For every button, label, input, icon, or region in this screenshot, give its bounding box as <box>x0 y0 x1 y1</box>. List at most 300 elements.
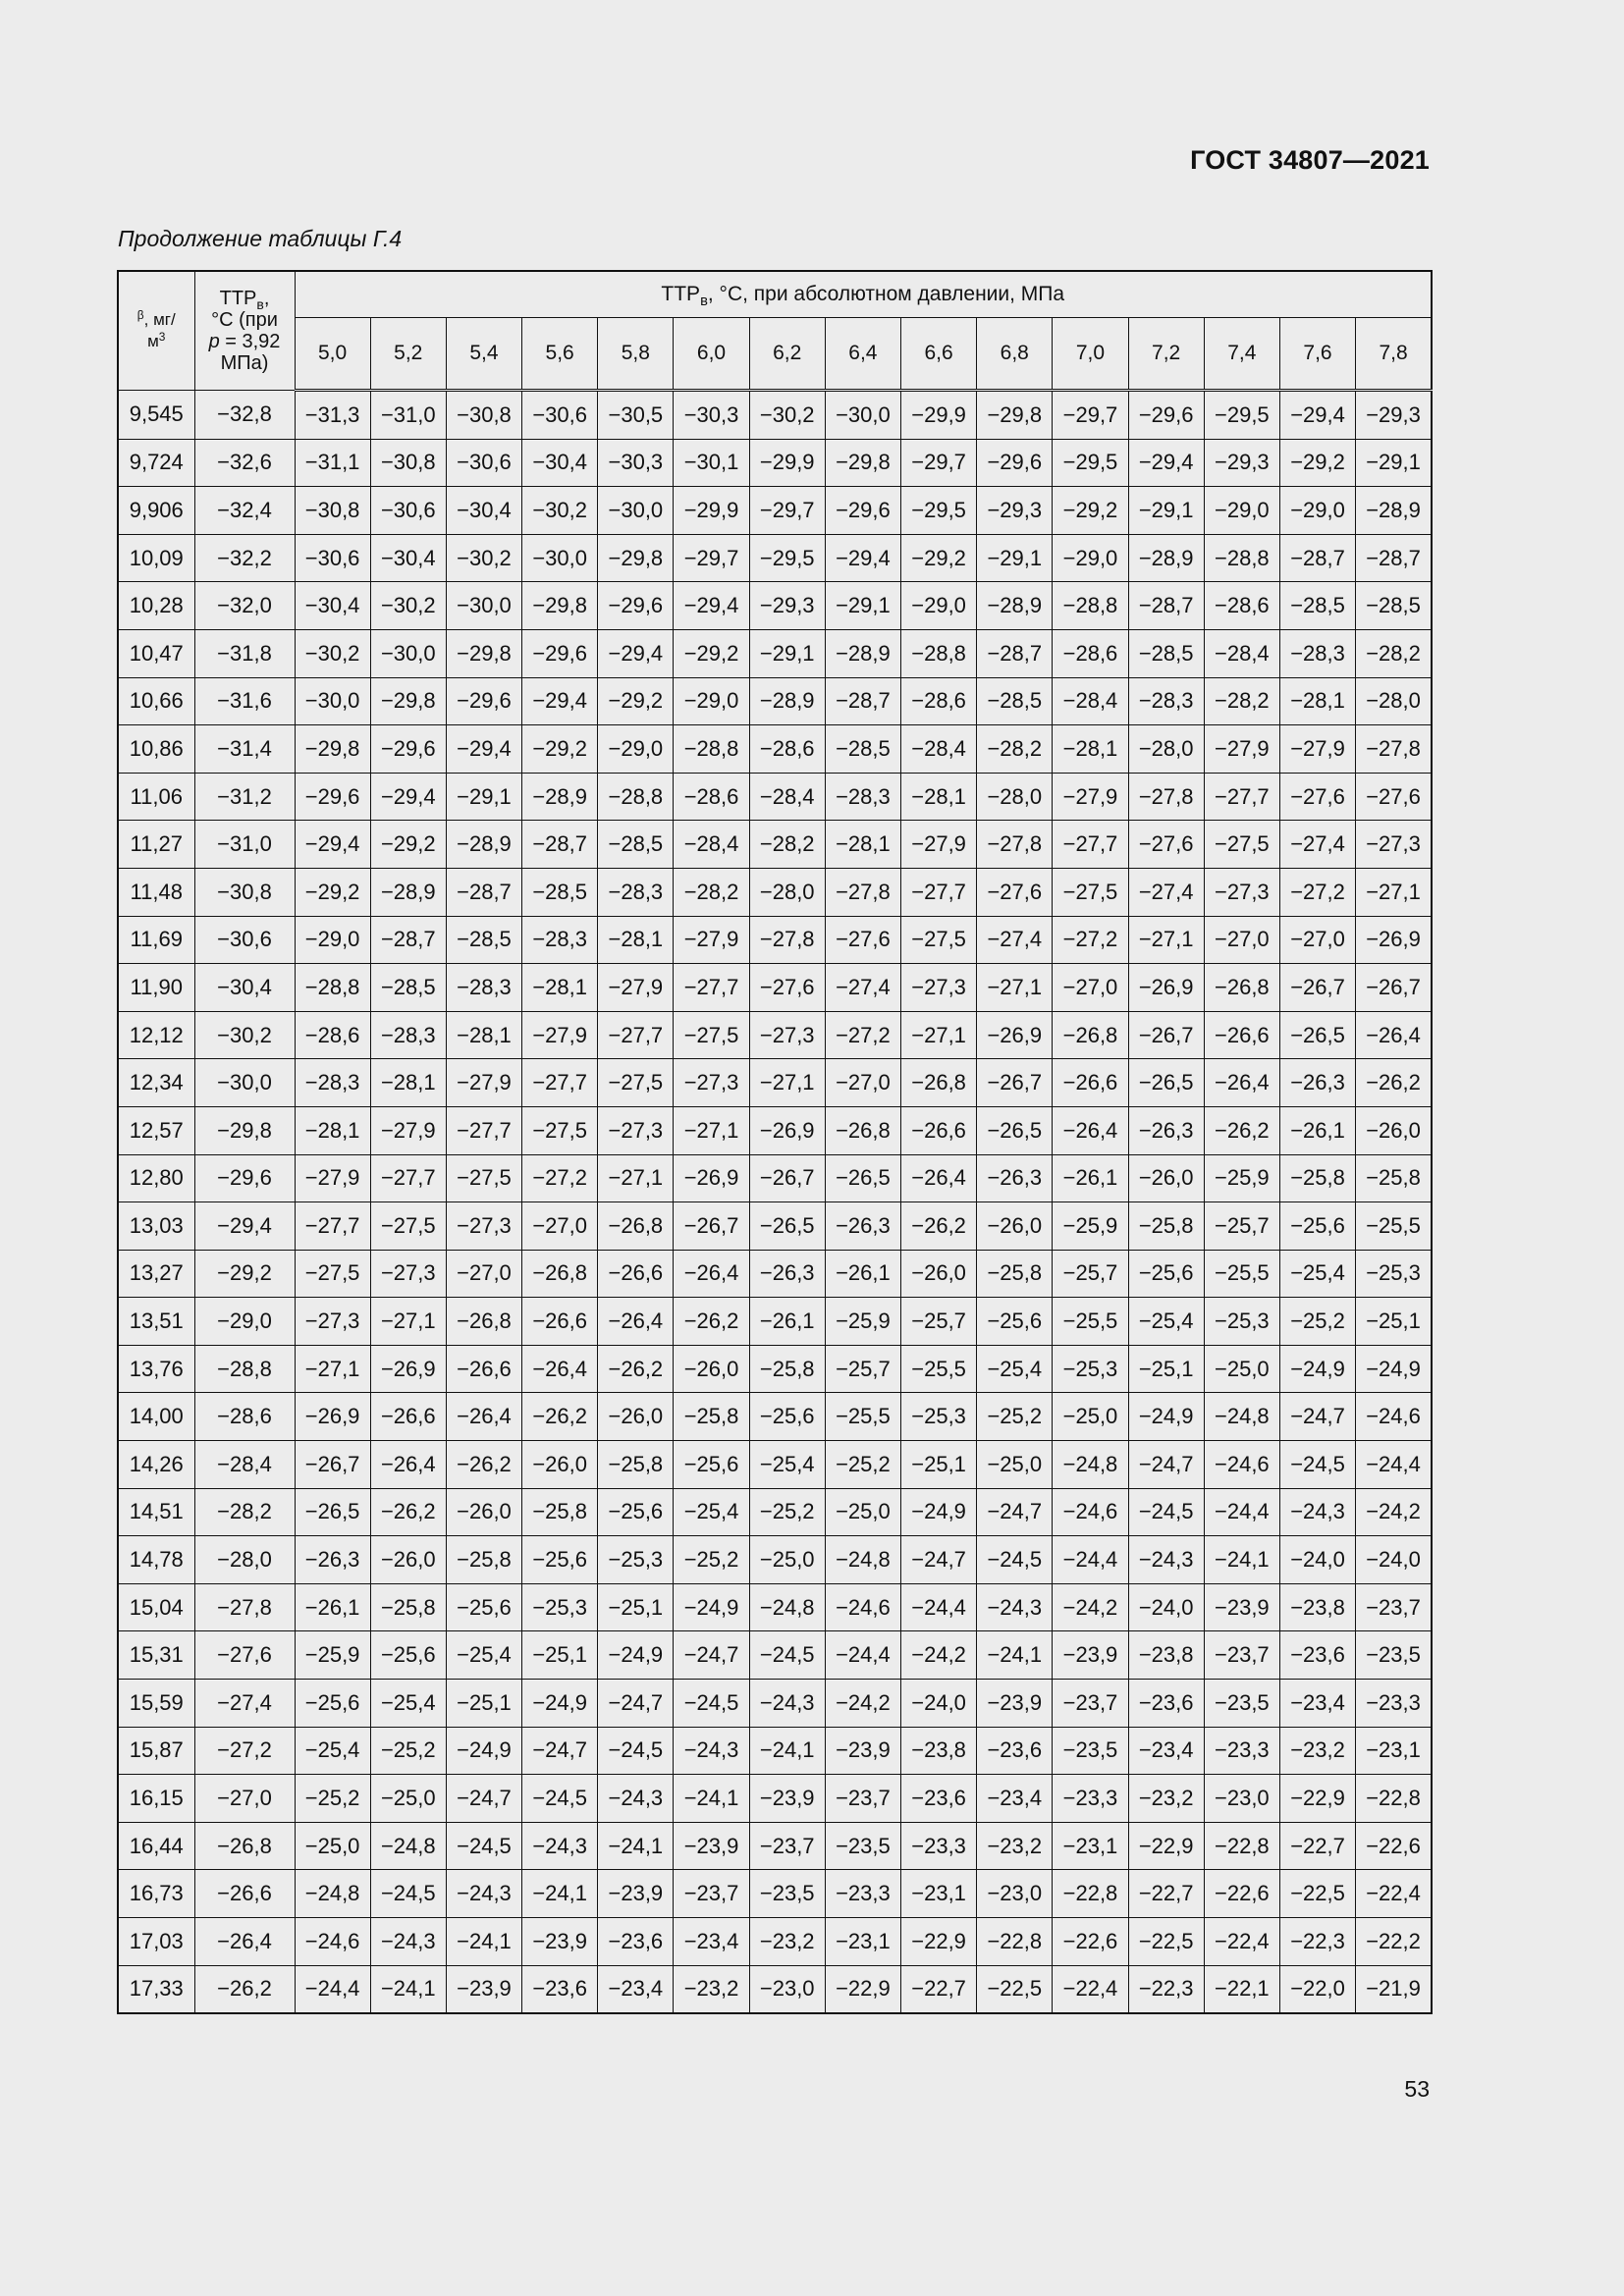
cell-ttr: −22,9 <box>1279 1775 1355 1823</box>
cell-ttr: −29,8 <box>370 677 446 725</box>
cell-ttr: −25,8 <box>598 1441 674 1489</box>
cell-ttr: −28,4 <box>1204 629 1279 677</box>
cell-ttr: −29,2 <box>370 821 446 869</box>
cell-ttr: −29,7 <box>1053 391 1128 440</box>
cell-ttr: −28,1 <box>1053 725 1128 774</box>
cell-ttr: −24,1 <box>446 1918 521 1966</box>
cell-ttr: −28,2 <box>674 868 749 916</box>
cell-beta: 17,33 <box>118 1965 194 2013</box>
cell-ttr: −26,2 <box>598 1345 674 1393</box>
cell-ttr: −23,5 <box>1053 1727 1128 1775</box>
cell-ttr: −22,3 <box>1279 1918 1355 1966</box>
cell-beta: 13,27 <box>118 1250 194 1298</box>
table-row <box>118 677 1432 725</box>
cell-ttr: −25,8 <box>674 1393 749 1441</box>
cell-ttr: −24,1 <box>674 1775 749 1823</box>
cell-ttr: −28,7 <box>1356 534 1432 582</box>
cell-ttr: −26,4 <box>1204 1059 1279 1107</box>
cell-ttr: −23,1 <box>1356 1727 1432 1775</box>
cell-ttr: −25,0 <box>825 1488 900 1536</box>
cell-ttr: −25,1 <box>598 1583 674 1631</box>
cell-ttr: −27,8 <box>977 821 1053 869</box>
cell-ttr: −30,2 <box>295 629 370 677</box>
cell-ttr-392: −28,0 <box>194 1536 295 1584</box>
cell-beta: 11,06 <box>118 773 194 821</box>
cell-ttr: −25,5 <box>825 1393 900 1441</box>
cell-ttr: −22,5 <box>977 1965 1053 2013</box>
cell-ttr: −23,7 <box>1053 1680 1128 1728</box>
cell-ttr: −29,7 <box>901 439 977 487</box>
cell-ttr: −24,5 <box>1128 1488 1204 1536</box>
cell-ttr: −27,3 <box>901 964 977 1012</box>
cell-beta: 10,09 <box>118 534 194 582</box>
cell-ttr: −25,3 <box>1204 1298 1279 1346</box>
cell-ttr-392: −30,8 <box>194 868 295 916</box>
table-row <box>118 821 1432 869</box>
cell-ttr: −29,4 <box>522 677 598 725</box>
table-row <box>118 1631 1432 1680</box>
cell-ttr: −29,8 <box>977 391 1053 440</box>
cell-ttr-392: −29,4 <box>194 1202 295 1251</box>
cell-ttr: −24,8 <box>1204 1393 1279 1441</box>
cell-ttr: −23,1 <box>901 1870 977 1918</box>
cell-ttr: −29,9 <box>901 391 977 440</box>
cell-ttr: −26,4 <box>901 1154 977 1202</box>
cell-ttr-392: −31,2 <box>194 773 295 821</box>
cell-ttr: −22,7 <box>1128 1870 1204 1918</box>
cell-ttr: −25,8 <box>522 1488 598 1536</box>
cell-ttr-392: −28,4 <box>194 1441 295 1489</box>
cell-ttr: −24,3 <box>370 1918 446 1966</box>
cell-ttr: −28,0 <box>977 773 1053 821</box>
cell-ttr: −29,4 <box>598 629 674 677</box>
cell-ttr: −25,8 <box>446 1536 521 1584</box>
cell-ttr: −24,6 <box>295 1918 370 1966</box>
cell-ttr: −30,2 <box>446 534 521 582</box>
cell-ttr: −23,6 <box>977 1727 1053 1775</box>
cell-ttr: −29,4 <box>370 773 446 821</box>
cell-ttr: −26,5 <box>295 1488 370 1536</box>
cell-ttr: −30,4 <box>370 534 446 582</box>
cell-ttr: −24,3 <box>674 1727 749 1775</box>
cell-ttr: −26,2 <box>901 1202 977 1251</box>
cell-ttr: −28,6 <box>901 677 977 725</box>
cell-ttr: −24,8 <box>1053 1441 1128 1489</box>
table-row <box>118 534 1432 582</box>
cell-ttr: −29,3 <box>977 487 1053 535</box>
cell-ttr: −22,9 <box>901 1918 977 1966</box>
cell-ttr: −26,4 <box>370 1441 446 1489</box>
cell-ttr: −26,1 <box>295 1583 370 1631</box>
cell-ttr: −27,9 <box>1279 725 1355 774</box>
cell-ttr-392: −27,0 <box>194 1775 295 1823</box>
cell-ttr: −26,2 <box>1204 1106 1279 1154</box>
cell-ttr: −29,1 <box>977 534 1053 582</box>
cell-beta: 15,04 <box>118 1583 194 1631</box>
header-pressure: 5,0 <box>295 318 370 391</box>
cell-ttr: −30,0 <box>370 629 446 677</box>
cell-beta: 13,76 <box>118 1345 194 1393</box>
cell-ttr: −23,1 <box>1053 1822 1128 1870</box>
cell-ttr: −25,5 <box>1356 1202 1432 1251</box>
cell-ttr: −24,4 <box>295 1965 370 2013</box>
cell-ttr: −28,1 <box>522 964 598 1012</box>
cell-ttr: −24,9 <box>446 1727 521 1775</box>
cell-ttr: −24,9 <box>674 1583 749 1631</box>
table-row <box>118 1680 1432 1728</box>
cell-ttr: −24,1 <box>522 1870 598 1918</box>
cell-ttr-392: −27,6 <box>194 1631 295 1680</box>
table-row <box>118 1345 1432 1393</box>
cell-ttr: −27,3 <box>749 1011 825 1059</box>
cell-ttr: −26,5 <box>1128 1059 1204 1107</box>
cell-ttr-392: −31,8 <box>194 629 295 677</box>
cell-ttr: −26,0 <box>977 1202 1053 1251</box>
cell-ttr: −26,6 <box>1053 1059 1128 1107</box>
cell-ttr: −27,5 <box>370 1202 446 1251</box>
cell-ttr: −24,1 <box>749 1727 825 1775</box>
cell-ttr-392: −31,6 <box>194 677 295 725</box>
cell-ttr-392: −26,4 <box>194 1918 295 1966</box>
cell-ttr: −24,5 <box>370 1870 446 1918</box>
cell-ttr: −29,0 <box>1279 487 1355 535</box>
header-pressure: 7,2 <box>1128 318 1204 391</box>
cell-ttr: −30,1 <box>674 439 749 487</box>
cell-ttr: −28,9 <box>522 773 598 821</box>
cell-ttr: −28,7 <box>825 677 900 725</box>
cell-ttr: −27,8 <box>825 868 900 916</box>
cell-ttr: −23,4 <box>674 1918 749 1966</box>
cell-ttr: −22,8 <box>1204 1822 1279 1870</box>
table-row <box>118 1488 1432 1536</box>
cell-ttr: −24,0 <box>1279 1536 1355 1584</box>
header-pressure: 5,4 <box>446 318 521 391</box>
table-row <box>118 582 1432 630</box>
cell-ttr: −28,7 <box>446 868 521 916</box>
cell-ttr: −26,0 <box>446 1488 521 1536</box>
cell-ttr: −24,9 <box>522 1680 598 1728</box>
cell-ttr: −27,0 <box>1204 916 1279 964</box>
cell-ttr: −30,2 <box>370 582 446 630</box>
cell-ttr: −27,5 <box>1204 821 1279 869</box>
cell-ttr: −27,6 <box>749 964 825 1012</box>
cell-ttr: −26,8 <box>901 1059 977 1107</box>
cell-ttr-392: −26,6 <box>194 1870 295 1918</box>
cell-ttr: −27,3 <box>370 1250 446 1298</box>
cell-ttr: −25,1 <box>901 1441 977 1489</box>
cell-ttr: −29,4 <box>295 821 370 869</box>
cell-beta: 10,86 <box>118 725 194 774</box>
cell-beta: 17,03 <box>118 1918 194 1966</box>
cell-ttr: −26,2 <box>446 1441 521 1489</box>
cell-ttr: −23,1 <box>825 1918 900 1966</box>
table-row <box>118 629 1432 677</box>
cell-ttr: −26,8 <box>522 1250 598 1298</box>
cell-ttr: −22,7 <box>901 1965 977 2013</box>
cell-ttr: −25,6 <box>598 1488 674 1536</box>
cell-ttr: −23,3 <box>1356 1680 1432 1728</box>
table-row <box>118 725 1432 774</box>
cell-ttr: −23,5 <box>1356 1631 1432 1680</box>
cell-beta: 13,51 <box>118 1298 194 1346</box>
cell-ttr: −25,6 <box>1128 1250 1204 1298</box>
cell-ttr: −25,2 <box>295 1775 370 1823</box>
table-row <box>118 1154 1432 1202</box>
cell-ttr: −28,7 <box>522 821 598 869</box>
cell-ttr: −24,3 <box>522 1822 598 1870</box>
cell-ttr: −28,4 <box>749 773 825 821</box>
cell-ttr: −24,8 <box>825 1536 900 1584</box>
cell-ttr: −28,7 <box>977 629 1053 677</box>
cell-ttr: −24,5 <box>446 1822 521 1870</box>
cell-ttr: −28,5 <box>598 821 674 869</box>
cell-ttr: −22,6 <box>1356 1822 1432 1870</box>
cell-ttr: −29,6 <box>446 677 521 725</box>
cell-ttr: −24,3 <box>598 1775 674 1823</box>
cell-ttr: −27,0 <box>522 1202 598 1251</box>
cell-ttr: −30,3 <box>598 439 674 487</box>
cell-ttr: −26,5 <box>825 1154 900 1202</box>
cell-ttr: −30,5 <box>598 391 674 440</box>
cell-ttr: −26,8 <box>1053 1011 1128 1059</box>
cell-ttr: −24,3 <box>977 1583 1053 1631</box>
cell-ttr: −23,3 <box>1053 1775 1128 1823</box>
cell-ttr: −27,2 <box>1053 916 1128 964</box>
cell-ttr: −26,0 <box>370 1536 446 1584</box>
cell-ttr: −26,2 <box>1356 1059 1432 1107</box>
header-pressure: 5,2 <box>370 318 446 391</box>
cell-ttr: −29,2 <box>674 629 749 677</box>
cell-ttr: −28,9 <box>749 677 825 725</box>
cell-ttr: −25,2 <box>1279 1298 1355 1346</box>
document-code: ГОСТ 34807—2021 <box>1190 145 1430 175</box>
cell-ttr: −23,9 <box>1204 1583 1279 1631</box>
cell-ttr: −27,1 <box>977 964 1053 1012</box>
cell-ttr: −22,2 <box>1356 1918 1432 1966</box>
cell-ttr: −28,2 <box>1204 677 1279 725</box>
cell-ttr: −23,4 <box>1128 1727 1204 1775</box>
cell-ttr: −30,0 <box>295 677 370 725</box>
cell-ttr-392: −28,2 <box>194 1488 295 1536</box>
cell-ttr: −27,5 <box>522 1106 598 1154</box>
cell-ttr: −27,3 <box>446 1202 521 1251</box>
cell-ttr-392: −30,6 <box>194 916 295 964</box>
cell-ttr: −27,0 <box>825 1059 900 1107</box>
cell-ttr: −24,7 <box>446 1775 521 1823</box>
cell-ttr: −29,9 <box>674 487 749 535</box>
pressure-header-row <box>118 318 1432 391</box>
cell-ttr: −27,9 <box>674 916 749 964</box>
table-row <box>118 1298 1432 1346</box>
cell-ttr: −23,6 <box>598 1918 674 1966</box>
cell-ttr: −27,9 <box>370 1106 446 1154</box>
cell-ttr: −25,2 <box>370 1727 446 1775</box>
cell-ttr: −23,3 <box>825 1870 900 1918</box>
cell-ttr: −28,9 <box>825 629 900 677</box>
cell-ttr: −26,0 <box>598 1393 674 1441</box>
cell-ttr: −27,6 <box>1356 773 1432 821</box>
cell-ttr: −26,4 <box>1053 1106 1128 1154</box>
cell-ttr: −30,0 <box>598 487 674 535</box>
cell-ttr: −24,7 <box>1279 1393 1355 1441</box>
cell-ttr: −26,7 <box>295 1441 370 1489</box>
cell-ttr: −31,1 <box>295 439 370 487</box>
cell-ttr: −25,2 <box>674 1536 749 1584</box>
header-pressure: 6,2 <box>749 318 825 391</box>
page-number: 53 <box>1404 2076 1430 2102</box>
cell-ttr: −26,3 <box>295 1536 370 1584</box>
cell-ttr: −24,9 <box>1128 1393 1204 1441</box>
cell-ttr: −28,6 <box>674 773 749 821</box>
table-row <box>118 1059 1432 1107</box>
table-row <box>118 1011 1432 1059</box>
cell-ttr: −26,1 <box>825 1250 900 1298</box>
cell-ttr: −29,8 <box>295 725 370 774</box>
cell-ttr: −28,8 <box>295 964 370 1012</box>
cell-ttr: −25,7 <box>1204 1202 1279 1251</box>
header-pressure: 6,8 <box>977 318 1053 391</box>
cell-ttr: −30,2 <box>522 487 598 535</box>
cell-ttr: −26,5 <box>1279 1011 1355 1059</box>
cell-ttr: −27,0 <box>1053 964 1128 1012</box>
cell-ttr: −29,3 <box>1204 439 1279 487</box>
cell-ttr-392: −31,4 <box>194 725 295 774</box>
cell-ttr: −23,4 <box>1279 1680 1355 1728</box>
cell-ttr: −22,8 <box>977 1918 1053 1966</box>
cell-ttr: −29,1 <box>825 582 900 630</box>
cell-ttr: −26,1 <box>1279 1106 1355 1154</box>
cell-ttr: −24,2 <box>1053 1583 1128 1631</box>
cell-ttr: −25,3 <box>598 1536 674 1584</box>
cell-beta: 12,80 <box>118 1154 194 1202</box>
cell-ttr: −27,7 <box>674 964 749 1012</box>
cell-ttr: −25,3 <box>1356 1250 1432 1298</box>
cell-ttr: −25,8 <box>1279 1154 1355 1202</box>
cell-beta: 10,47 <box>118 629 194 677</box>
cell-ttr: −27,7 <box>598 1011 674 1059</box>
cell-ttr: −29,0 <box>674 677 749 725</box>
cell-ttr: −23,4 <box>977 1775 1053 1823</box>
cell-ttr: −24,1 <box>370 1965 446 2013</box>
cell-ttr: −24,6 <box>1053 1488 1128 1536</box>
cell-ttr-392: −27,4 <box>194 1680 295 1728</box>
cell-ttr: −25,5 <box>1204 1250 1279 1298</box>
cell-ttr-392: −29,8 <box>194 1106 295 1154</box>
cell-ttr: −24,7 <box>901 1536 977 1584</box>
cell-ttr: −23,3 <box>1204 1727 1279 1775</box>
cell-ttr: −27,3 <box>295 1298 370 1346</box>
table-row <box>118 773 1432 821</box>
cell-beta: 15,31 <box>118 1631 194 1680</box>
cell-ttr: −24,2 <box>825 1680 900 1728</box>
cell-ttr: −29,0 <box>1204 487 1279 535</box>
cell-ttr: −25,6 <box>1279 1202 1355 1251</box>
cell-ttr: −26,7 <box>977 1059 1053 1107</box>
cell-ttr: −28,3 <box>446 964 521 1012</box>
table-row <box>118 1775 1432 1823</box>
header-pressure: 7,8 <box>1356 318 1432 391</box>
cell-ttr: −27,7 <box>295 1202 370 1251</box>
header-pressure: 7,0 <box>1053 318 1128 391</box>
cell-ttr: −26,0 <box>674 1345 749 1393</box>
cell-ttr: −23,8 <box>901 1727 977 1775</box>
cell-ttr: −24,6 <box>825 1583 900 1631</box>
cell-ttr: −29,5 <box>901 487 977 535</box>
cell-ttr: −26,9 <box>370 1345 446 1393</box>
cell-ttr: −28,3 <box>825 773 900 821</box>
cell-ttr: −30,6 <box>446 439 521 487</box>
cell-ttr: −27,4 <box>1128 868 1204 916</box>
cell-beta: 9,724 <box>118 439 194 487</box>
cell-ttr: −28,5 <box>1279 582 1355 630</box>
cell-ttr: −27,3 <box>1204 868 1279 916</box>
cell-ttr: −28,8 <box>901 629 977 677</box>
cell-ttr: −27,0 <box>446 1250 521 1298</box>
cell-ttr: −28,7 <box>1279 534 1355 582</box>
cell-ttr: −22,8 <box>1053 1870 1128 1918</box>
cell-ttr: −28,0 <box>1356 677 1432 725</box>
cell-ttr: −29,7 <box>749 487 825 535</box>
cell-ttr: −25,8 <box>749 1345 825 1393</box>
cell-ttr: −23,9 <box>522 1918 598 1966</box>
cell-ttr: −27,5 <box>598 1059 674 1107</box>
cell-ttr: −26,3 <box>1128 1106 1204 1154</box>
cell-ttr: −26,4 <box>674 1250 749 1298</box>
table-row <box>118 487 1432 535</box>
table-row <box>118 391 1432 440</box>
cell-ttr: −23,9 <box>598 1870 674 1918</box>
cell-ttr: −25,4 <box>749 1441 825 1489</box>
cell-ttr: −29,2 <box>295 868 370 916</box>
cell-ttr: −24,8 <box>749 1583 825 1631</box>
cell-ttr: −26,7 <box>674 1202 749 1251</box>
cell-ttr: −24,8 <box>370 1822 446 1870</box>
cell-ttr: −28,6 <box>1204 582 1279 630</box>
header-pressure: 5,8 <box>598 318 674 391</box>
cell-ttr: −27,9 <box>598 964 674 1012</box>
cell-ttr: −24,1 <box>598 1822 674 1870</box>
cell-ttr: −27,7 <box>446 1106 521 1154</box>
cell-ttr: −22,1 <box>1204 1965 1279 2013</box>
cell-ttr: −28,6 <box>749 725 825 774</box>
cell-beta: 11,48 <box>118 868 194 916</box>
header-pressure: 6,6 <box>901 318 977 391</box>
cell-ttr: −24,6 <box>1356 1393 1432 1441</box>
cell-ttr: −26,9 <box>674 1154 749 1202</box>
cell-ttr: −26,5 <box>977 1106 1053 1154</box>
cell-ttr: −25,1 <box>446 1680 521 1728</box>
cell-ttr: −23,7 <box>674 1870 749 1918</box>
cell-ttr: −25,7 <box>901 1298 977 1346</box>
cell-ttr: −24,2 <box>901 1631 977 1680</box>
cell-beta: 12,57 <box>118 1106 194 1154</box>
cell-ttr-392: −30,0 <box>194 1059 295 1107</box>
cell-ttr: −26,8 <box>825 1106 900 1154</box>
cell-ttr: −25,0 <box>295 1822 370 1870</box>
cell-ttr: −25,0 <box>1053 1393 1128 1441</box>
cell-ttr: −28,2 <box>1356 629 1432 677</box>
cell-ttr: −23,8 <box>1279 1583 1355 1631</box>
cell-ttr: −25,2 <box>749 1488 825 1536</box>
cell-beta: 14,78 <box>118 1536 194 1584</box>
cell-ttr: −22,6 <box>1053 1918 1128 1966</box>
cell-beta: 11,90 <box>118 964 194 1012</box>
cell-ttr: −27,5 <box>674 1011 749 1059</box>
cell-ttr: −26,9 <box>977 1011 1053 1059</box>
cell-ttr: −22,7 <box>1279 1822 1355 1870</box>
cell-ttr: −28,4 <box>1053 677 1128 725</box>
table-row <box>118 1536 1432 1584</box>
